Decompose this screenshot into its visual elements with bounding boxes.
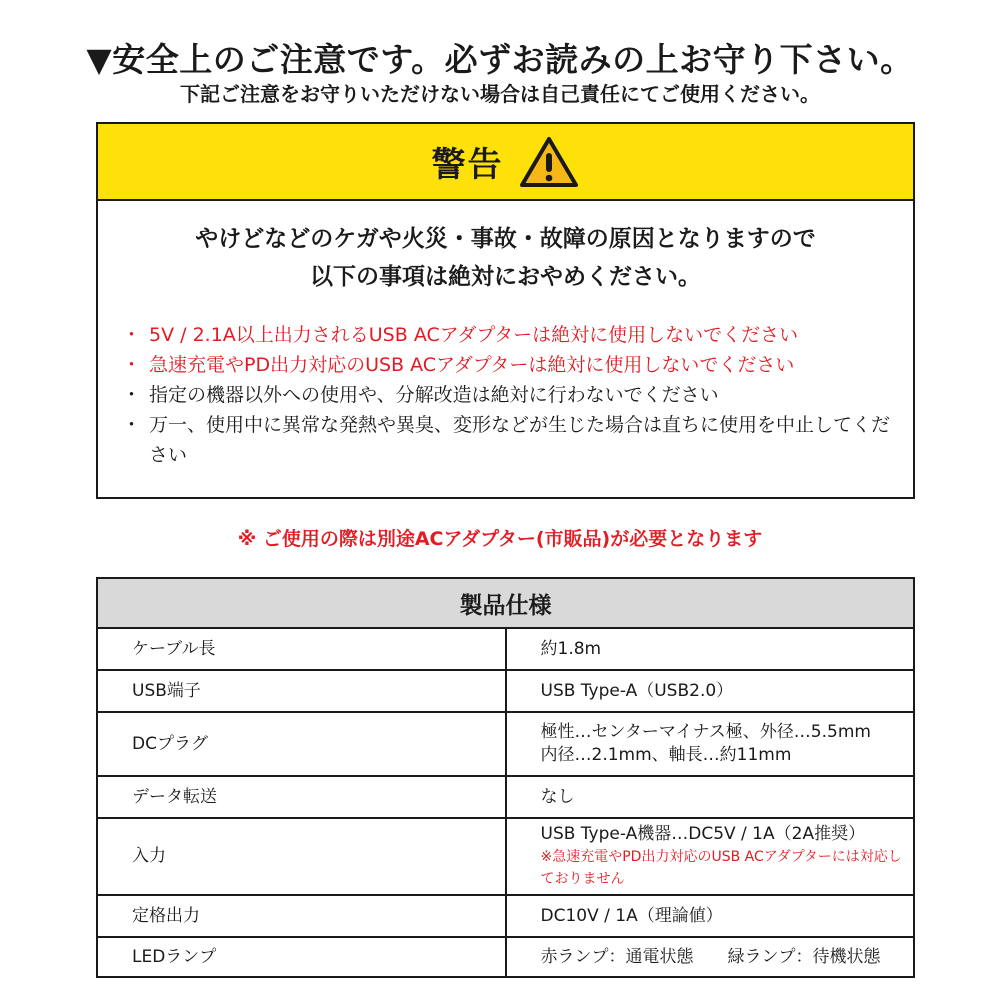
warning-lead-line-2: 以下の事項は絶対におやめください。 <box>310 264 701 290</box>
spec-value: 赤ランプ：通電状態 緑ランプ：待機状態 <box>506 937 915 977</box>
spec-table-title: 製品仕様 <box>97 578 914 628</box>
warning-item-text: 5V / 2.1A以上出力されるUSB ACアダプターは絶対に使用しないでください <box>149 324 799 346</box>
spec-label: DCプラグ <box>97 712 506 776</box>
safety-subheadline: 下記ご注意をお守りいただけない場合は自己責任にてご使用ください。 <box>180 82 820 106</box>
spec-value-line-2: 内径…2.1mm、軸長…約11mm <box>540 745 792 765</box>
spec-value: USB Type-A（USB2.0） <box>506 670 915 712</box>
spec-label: ケーブル長 <box>97 628 506 670</box>
spec-value: DC10V / 1A（理論値） <box>506 895 915 937</box>
warning-item-text: 万一、使用中に異常な発熱や異臭、変形などが生じた場合は直ちに使用を中止してください <box>149 414 891 466</box>
table-row <box>97 628 914 670</box>
table-row <box>97 712 914 776</box>
table-row <box>97 776 914 818</box>
warning-header <box>98 124 913 201</box>
warning-triangle-icon <box>518 135 580 189</box>
spec-value-line-1: 極性…センターマイナス極、外径…5.5mm <box>540 722 871 742</box>
spec-value <box>506 712 915 776</box>
table-row <box>97 818 914 895</box>
warning-title: 警告 <box>431 145 504 185</box>
spec-label: 定格出力 <box>97 895 506 937</box>
spec-label: USB端子 <box>97 670 506 712</box>
table-row <box>97 670 914 712</box>
warning-box <box>96 122 915 499</box>
spec-value <box>506 818 915 895</box>
spec-value-note: ※急速充電やPD出力対応のUSB ACアダプターには対応しておりません <box>540 849 902 887</box>
bullet: ・ <box>122 324 142 346</box>
bullet: ・ <box>122 384 142 406</box>
warning-item-text: 急速充電やPD出力対応のUSB ACアダプターは絶対に使用しないでください <box>149 354 795 376</box>
warning-item <box>122 380 902 410</box>
spec-table <box>96 577 915 978</box>
spec-label: 入力 <box>97 818 506 895</box>
warning-lead <box>98 220 913 296</box>
spec-value: 約1.8m <box>506 628 915 670</box>
warning-item-text: 指定の機器以外への使用や、分解改造は絶対に行わないでください <box>149 384 719 406</box>
spec-value: なし <box>506 776 915 818</box>
adapter-note: ※ ご使用の際は別途ACアダプター(市販品)が必要となります <box>237 528 763 550</box>
table-row <box>97 937 914 977</box>
warning-item <box>122 320 902 350</box>
warning-item <box>122 350 902 380</box>
table-row <box>97 895 914 937</box>
bullet: ・ <box>122 414 142 436</box>
warning-lead-line-1: やけどなどのケガや火災・事故・故障の原因となりますので <box>195 226 816 252</box>
bullet: ・ <box>122 354 142 376</box>
spec-value-line-1: USB Type-A機器…DC5V / 1A（2A推奨） <box>540 824 866 844</box>
safety-headline: ▼安全上のご注意です。必ずお読みの上お守り下さい。 <box>86 40 914 79</box>
warning-item <box>122 410 902 470</box>
warning-list <box>122 320 902 470</box>
spec-label: データ転送 <box>97 776 506 818</box>
spec-label: LEDランプ <box>97 937 506 977</box>
